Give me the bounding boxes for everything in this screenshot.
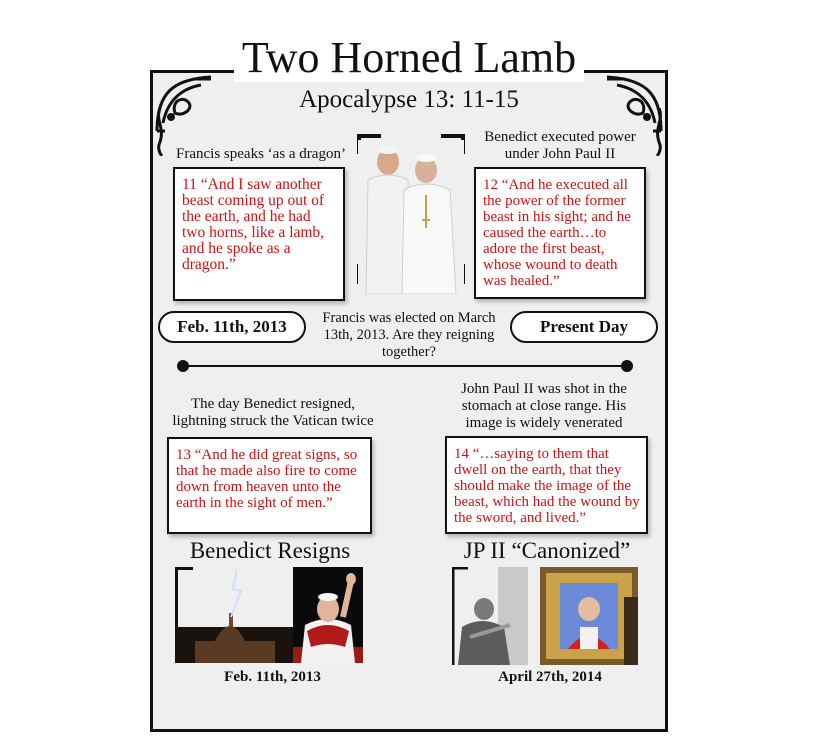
page-subtitle: Apocalypse 13: 11-15 (299, 86, 519, 113)
caption-benedict: Benedict executed power under John Paul II (484, 129, 636, 162)
resignation-date: Feb. 11th, 2013 (224, 669, 321, 685)
benedict-resigns-heading: Benedict Resigns (189, 538, 351, 563)
caption-lightning: The day Benedict resigned, lightning struck the Vatican twice (172, 396, 374, 429)
statue-photo (452, 567, 532, 665)
flourish-ornament-right-bottom (652, 108, 666, 156)
john-paul-portrait-photo (540, 567, 638, 665)
benedict-waving-photo (293, 567, 363, 663)
start-date-pill: Feb. 11th, 2013 (158, 311, 306, 343)
flourish-ornament-left-bottom (153, 108, 167, 156)
timeline-line (175, 358, 635, 374)
verse-12-box: 12 “And he executed all the power of the former beast in his sight; and he caused the earth…to adore the first beast, whose wound to death was healed.” (474, 167, 646, 299)
caption-francis: Francis speaks ‘as a dragon’ (176, 146, 346, 162)
jp-canonized-heading: JP II “Canonized” (463, 538, 631, 563)
timeline-end-dot (621, 360, 633, 372)
lightning-vatican-photo (175, 567, 293, 663)
verse-13-box: 13 “And he did great signs, so that he made also fire to come down from heaven unto the earth in the sight of men.” (167, 437, 372, 534)
page-title: Two Horned Lamb (150, 32, 668, 84)
verse-14-box: 14 “…saying to them that dwell on the earth, that they should make the image of the beast, which had the wound by the sword, and lived.” (445, 436, 648, 534)
caption-john-paul: John Paul II was shot in the stomach at close range. His image is widely venerated (461, 381, 627, 431)
verse-11-box: 11 “And I saw another beast coming up out of the earth, and he had two horns, like a lamb, and he spoke as a dragon.” (173, 167, 345, 301)
francis-benedict-photo (358, 140, 464, 294)
election-question-text: Francis was elected on March 13th, 2013. Are they reigning together? (322, 310, 496, 360)
timeline-start-dot (177, 360, 189, 372)
present-day-pill: Present Day (510, 311, 658, 343)
canonization-date: April 27th, 2014 (498, 669, 602, 685)
